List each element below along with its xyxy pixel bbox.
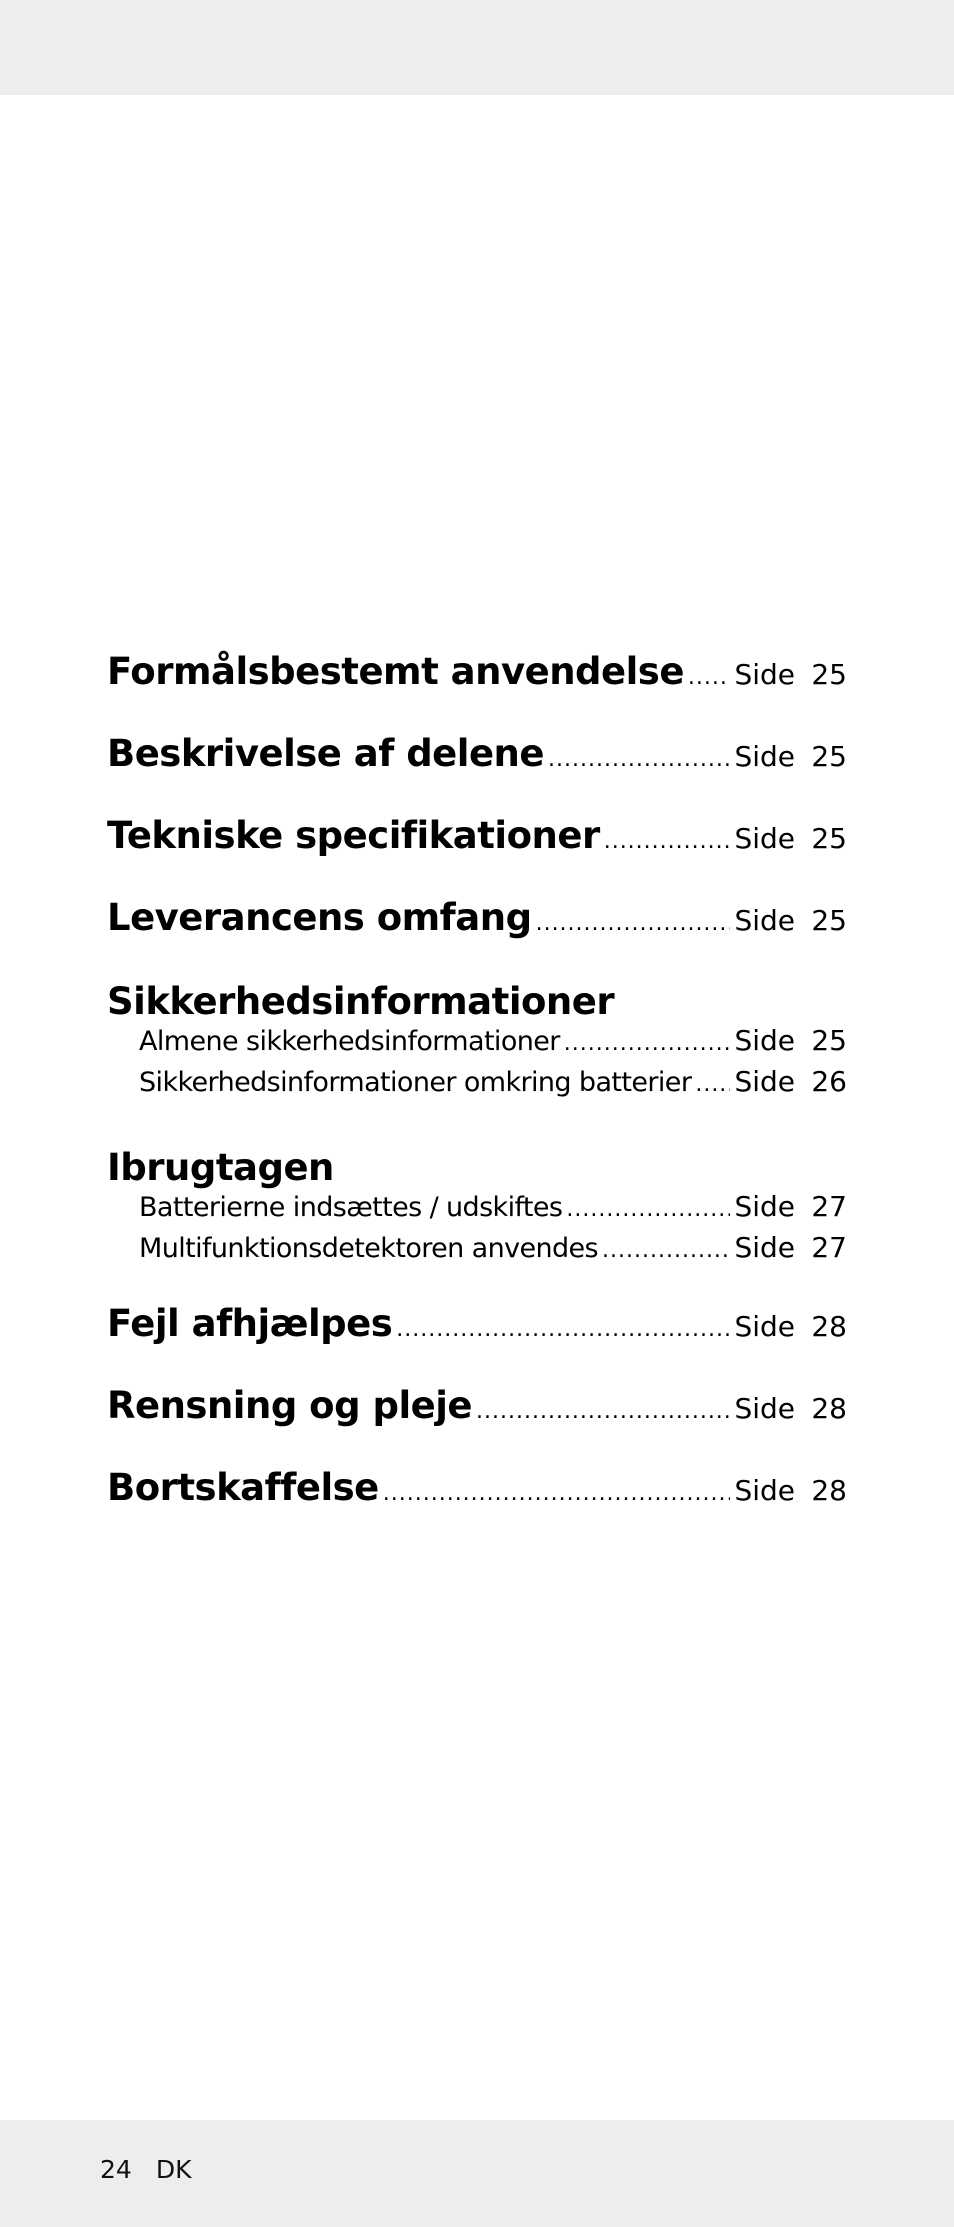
toc-entry[interactable]	[107, 814, 847, 896]
side-label: Side	[734, 1190, 795, 1223]
toc-entry-title: Formålsbestemt anvendelse	[107, 650, 684, 693]
toc-page-ref	[734, 740, 847, 773]
side-label: Side	[734, 740, 795, 773]
toc-subentry-title: Batterierne indsættes / udskiftes	[139, 1192, 563, 1223]
toc-page-ref	[734, 1392, 847, 1425]
toc-subentry[interactable]	[107, 1190, 847, 1231]
toc-entry-title: Beskrivelse af delene	[107, 732, 544, 775]
side-label: Side	[734, 1474, 795, 1507]
spacer	[107, 1106, 847, 1144]
side-label: Side	[734, 1024, 795, 1057]
side-label: Side	[734, 1310, 795, 1343]
page-number: 27	[811, 1190, 847, 1223]
page-number: 25	[811, 658, 847, 691]
toc-page-ref	[734, 1190, 847, 1223]
toc-entry[interactable]	[107, 1302, 847, 1384]
page-footer	[100, 2155, 191, 2184]
toc-page-ref	[734, 1231, 847, 1264]
toc-entry[interactable]	[107, 732, 847, 814]
leader-dots	[383, 1481, 731, 1506]
toc-subentry-title: Multifunktionsdetektoren anvendes	[139, 1233, 599, 1264]
leader-dots	[548, 747, 730, 772]
page-number: 28	[811, 1474, 847, 1507]
leader-dots	[604, 829, 731, 854]
leader-dots	[602, 1238, 730, 1263]
toc-page-ref	[734, 1065, 847, 1098]
footer-page-number: 24	[100, 2155, 132, 2184]
toc-subentry-title: Sikkerhedsinformationer omkring batterier	[139, 1067, 692, 1098]
toc-entry-title: Leverancens omfang	[107, 896, 532, 939]
page-number: 26	[811, 1065, 847, 1098]
leader-dots	[476, 1399, 730, 1424]
side-label: Side	[734, 1065, 795, 1098]
leader-dots	[688, 665, 731, 690]
page-number: 28	[811, 1392, 847, 1425]
page-number: 28	[811, 1310, 847, 1343]
page-number: 25	[811, 822, 847, 855]
toc-page-ref	[734, 822, 847, 855]
leader-dots	[396, 1317, 730, 1342]
side-label: Side	[734, 904, 795, 937]
toc-entry[interactable]	[107, 896, 847, 978]
toc-entry[interactable]	[107, 1466, 847, 1548]
toc-subentry-title: Almene sikkerhedsinformationer	[139, 1026, 560, 1057]
toc-page-ref	[734, 658, 847, 691]
page-number: 25	[811, 740, 847, 773]
page-number: 27	[811, 1231, 847, 1264]
side-label: Side	[734, 1392, 795, 1425]
spacer	[107, 1272, 847, 1302]
toc-entry-title: Fejl afhjælpes	[107, 1302, 393, 1345]
top-band	[0, 0, 954, 95]
table-of-contents	[107, 650, 847, 1548]
toc-page-ref	[734, 1310, 847, 1343]
toc-entry-title: Tekniske specifikationer	[107, 814, 600, 857]
page-number: 25	[811, 1024, 847, 1057]
side-label: Side	[734, 822, 795, 855]
leader-dots	[695, 1072, 730, 1097]
toc-entry[interactable]	[107, 1384, 847, 1466]
side-label: Side	[734, 1231, 795, 1264]
toc-entry-title: Rensning og pleje	[107, 1384, 473, 1427]
toc-subentry[interactable]	[107, 1024, 847, 1065]
toc-subentry[interactable]	[107, 1231, 847, 1272]
leader-dots	[566, 1197, 730, 1222]
toc-page-ref	[734, 1474, 847, 1507]
toc-page-ref	[734, 1024, 847, 1057]
toc-page-ref	[734, 904, 847, 937]
toc-entry[interactable]	[107, 650, 847, 732]
toc-section-heading-use[interactable]: Ibrugtagen	[107, 1146, 334, 1189]
page-number: 25	[811, 904, 847, 937]
footer-language: DK	[155, 2155, 192, 2184]
toc-entry-title: Bortskaffelse	[107, 1466, 379, 1509]
leader-dots	[536, 911, 731, 936]
side-label: Side	[734, 658, 795, 691]
toc-section-heading-safety[interactable]: Sikkerhedsinformationer	[107, 980, 615, 1023]
toc-subentry[interactable]	[107, 1065, 847, 1106]
leader-dots	[564, 1031, 731, 1056]
